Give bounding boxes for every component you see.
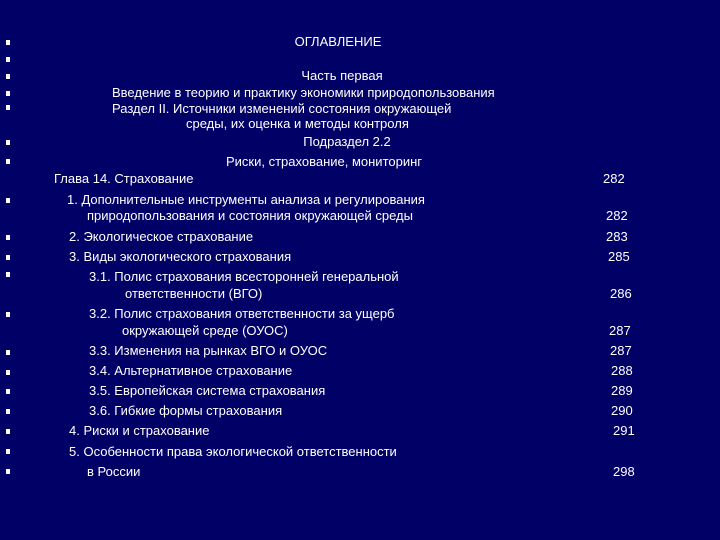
bullet-marker [6, 370, 10, 375]
toc-entry-line: в России [87, 464, 141, 479]
toc-entry-line: 1. Дополнительные инструменты анализа и регулирования [67, 192, 425, 207]
bullet-marker [6, 57, 10, 62]
bullet-marker [6, 389, 10, 394]
toc-entry-line: 3.1. Полис страхования всесторонней генеральной [89, 269, 399, 284]
bullet-marker [6, 235, 10, 240]
bullet-marker [6, 140, 10, 145]
bullet-marker [6, 350, 10, 355]
chapter-page: 282 [603, 171, 625, 186]
toc-entry-page: 283 [606, 229, 628, 244]
intro-line: Введение в теорию и практику экономики природопользования [112, 85, 495, 100]
toc-entry-line: окружающей среде (ОУОС) [122, 323, 288, 338]
toc-entry-line: 3.5. Европейская система страхования [89, 383, 326, 398]
bullet-marker [6, 74, 10, 79]
bullet-marker [6, 312, 10, 317]
section-line-2: среды, их оценка и методы контроля [186, 116, 409, 131]
bullet-marker [6, 105, 10, 110]
bullet-marker [6, 91, 10, 96]
toc-entry-page: 287 [610, 343, 632, 358]
bullet-marker [6, 40, 10, 45]
toc-entry-line: 3.4. Альтернативное страхование [89, 363, 293, 378]
toc-entry-line: 3.2. Полис страхования ответственности за ущерб [89, 306, 395, 321]
toc-entry-page: 282 [606, 208, 628, 223]
part-label: Часть первая [301, 68, 383, 83]
toc-entry-line: 2. Экологическое страхование [69, 229, 254, 244]
toc-entry-page: 298 [613, 464, 635, 479]
toc-entry-line: 5. Особенности права экологической ответственности [69, 444, 397, 459]
toc-entry-line: природопользования и состояния окружающей среды [87, 208, 413, 223]
toc-entry-line: 3.6. Гибкие формы страхования [89, 403, 283, 418]
chapter-label: Глава 14. Страхование [54, 171, 194, 186]
bullet-marker [6, 198, 10, 203]
subsection-title: Риски, страхование, мониторинг [225, 154, 423, 169]
toc-entry-page: 286 [610, 286, 632, 301]
toc-entry-page: 287 [609, 323, 631, 338]
bullet-marker [6, 159, 10, 164]
toc-entry-page: 285 [608, 249, 630, 264]
toc-entry-page: 288 [611, 363, 633, 378]
bullet-marker [6, 429, 10, 434]
toc-entry-line: 3. Виды экологического страхования [69, 249, 292, 264]
subsection-label: Подраздел 2.2 [303, 134, 391, 149]
toc-entry-page: 290 [611, 403, 633, 418]
bullet-marker [6, 469, 10, 474]
section-line-1: Раздел II. Источники изменений состояния окружающей [112, 101, 452, 116]
toc-entry-page: 289 [611, 383, 633, 398]
bullet-marker [6, 409, 10, 414]
toc-entry-line: 4. Риски и страхование [69, 423, 210, 438]
toc-title: ОГЛАВЛЕНИЕ [294, 34, 382, 49]
bullet-marker [6, 255, 10, 260]
toc-entry-page: 291 [613, 423, 635, 438]
toc-entry-line: 3.3. Изменения на рынках ВГО и ОУОС [89, 343, 328, 358]
bullet-marker [6, 272, 10, 277]
toc-entry-line: ответственности (ВГО) [125, 286, 263, 301]
bullet-marker [6, 449, 10, 454]
